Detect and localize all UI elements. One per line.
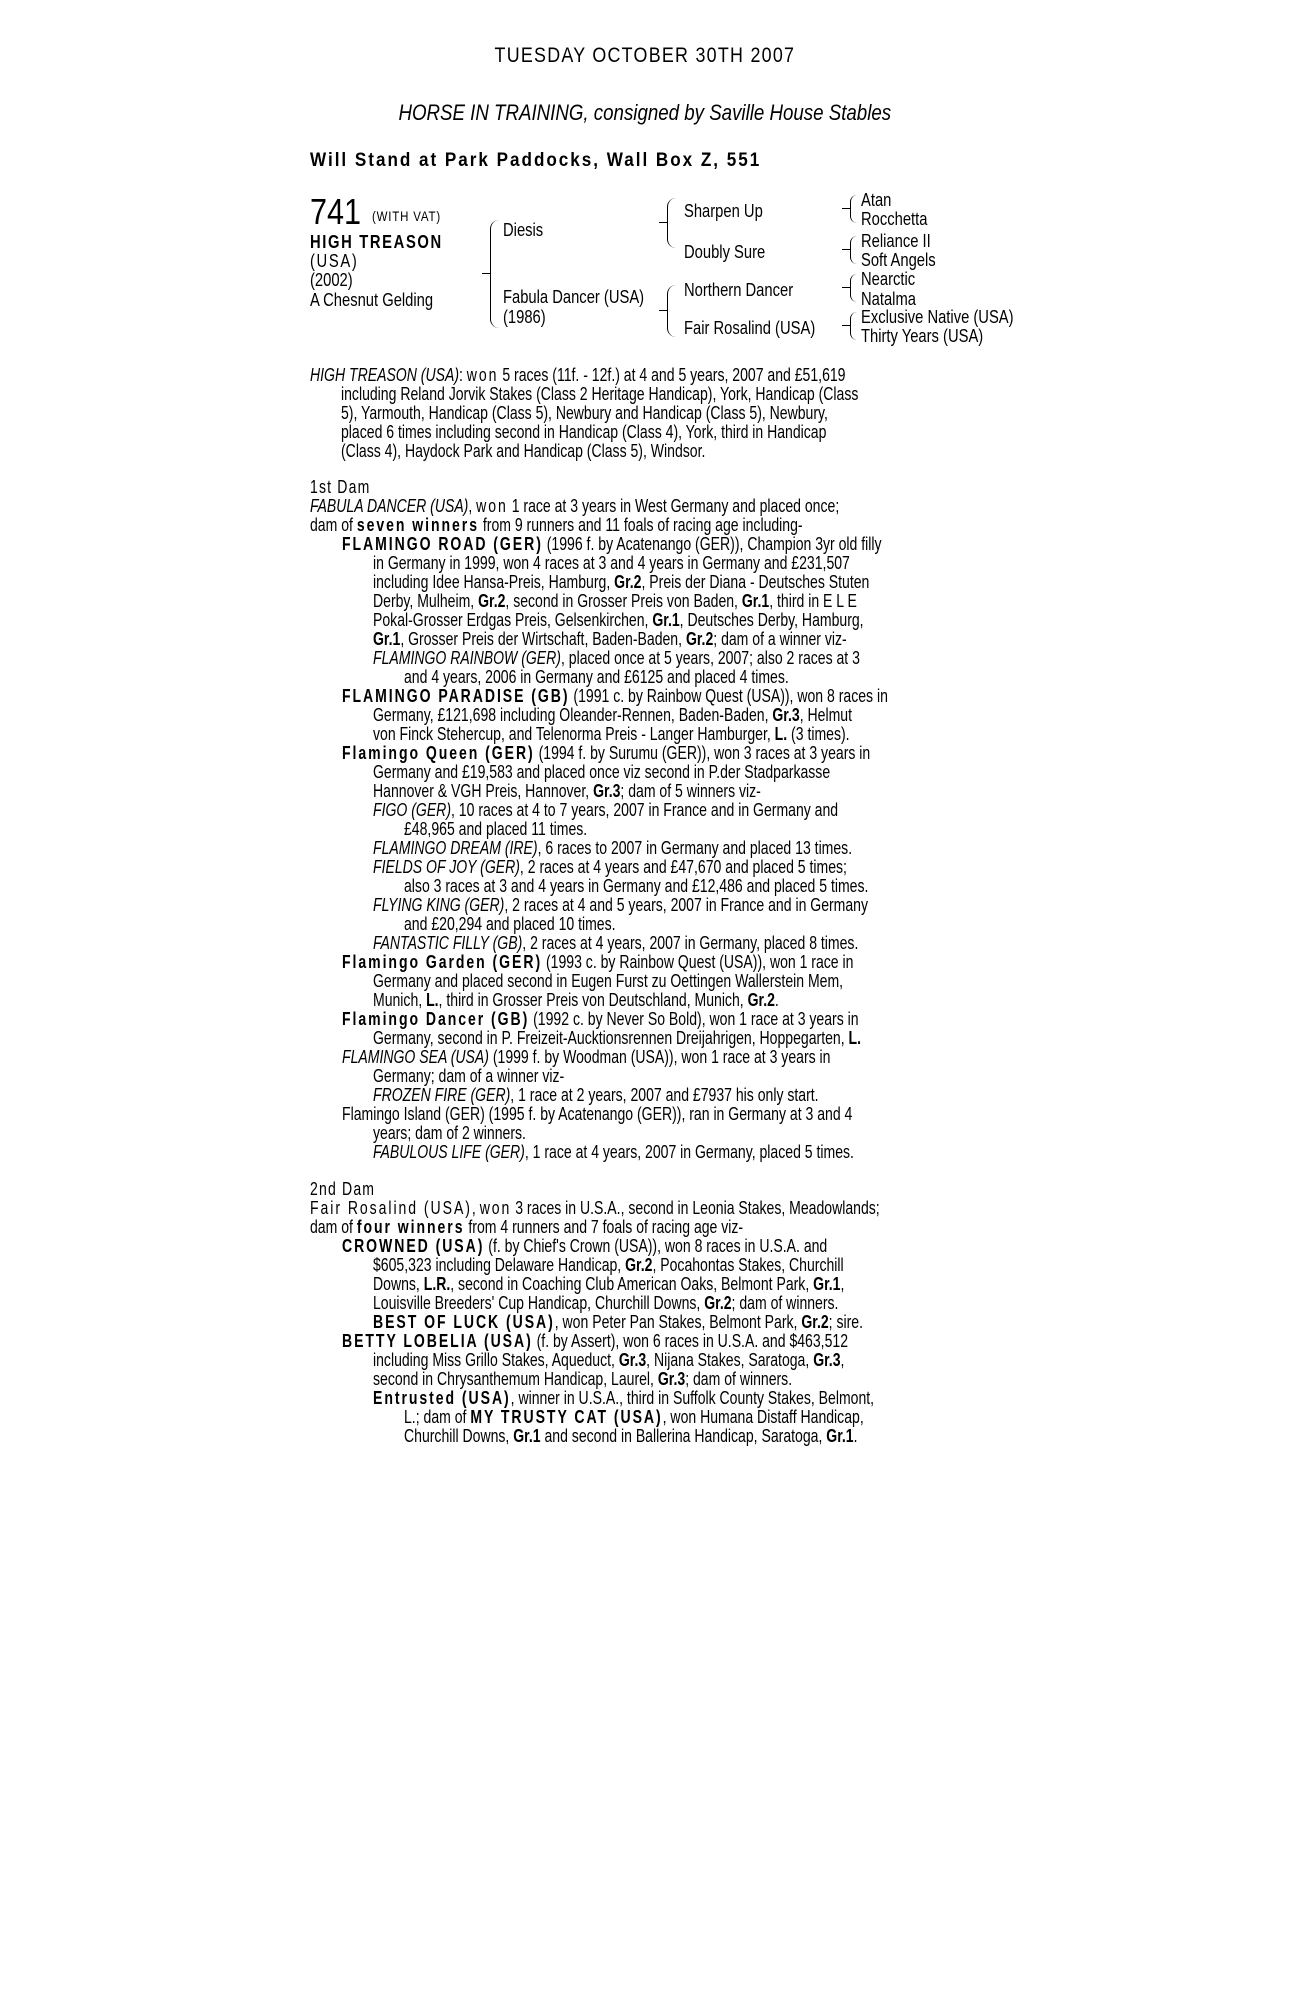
ancestor-5: Nearctic: [861, 269, 916, 289]
ancestor-7: Exclusive Native (USA): [861, 307, 1014, 327]
horse-year: (2002): [310, 270, 353, 290]
dam-year: (1986): [503, 307, 546, 327]
stand-location: Will Stand at Park Paddocks, Wall Box Z, 551: [310, 150, 762, 171]
sire-name: Diesis: [503, 220, 544, 240]
dam-brace: [667, 285, 676, 337]
g3-brace-1: [850, 195, 857, 223]
ancestor-8: Thirty Years (USA): [861, 326, 984, 346]
consignment-line: HORSE IN TRAINING, consigned by Saville House Stables: [398, 100, 892, 125]
vat-note: (WITH VAT): [372, 208, 441, 224]
sire-brace: [667, 198, 676, 248]
g3-brace-3: [850, 274, 857, 302]
ancestor-1: Atan: [861, 190, 892, 210]
produce-flamingo-sea: FLAMINGO SEA (USA) (1999 f. by Woodman (USA)), won 1 race at 3 years in: [342, 1047, 831, 1067]
dam-dam: Fair Rosalind (USA): [684, 318, 816, 338]
horse-description: A Chesnut Gelding: [310, 290, 434, 310]
ancestor-2: Rocchetta: [861, 209, 928, 229]
produce-flamingo-road: FLAMINGO ROAD (GER) (1996 f. by Acatenango (GER)), Champion 3yr old filly: [342, 534, 882, 554]
dam-name: Fabula Dancer (USA): [503, 287, 645, 307]
g3-brace-2: [850, 236, 857, 264]
lot-number: 741: [310, 191, 362, 232]
second-dam-section: 2nd Dam Fair Rosalind (USA), won 3 races in U.S.A., second in Leonia Stakes, Meadowlands; dam of four winners from 4 runners and 7 foals of racing age viz- CROWNED (USA) (f. by Chief's Crown (USA)), won 8 races in U.S.A. and $605,323 including Delaware Handicap, Gr.2, Pocahontas Stakes, Churchill Downs, L.R., second in Coaching Club American Oaks, Belmont Park, Gr.1, Louisville Breeders' Cup Handicap, Churchill Downs, Gr.2; dam of winners. BEST OF LUCK (USA), won Peter Pan Stakes, Belmont Park, Gr.2; sire. BETTY LOBELIA (USA) (f. by Assert), won 6 races in U.S.A. and $463,512 including Miss Grillo Stakes, Aqueduct, Gr.3, Nijana Stakes, Saratoga, Gr.3, second in Chrysanthemum Handicap, Laurel, Gr.3; dam of winners. Entrusted (USA), winner in U.S.A., third in Suffolk County Stakes, Belmont, L.; dam of MY TRUSTY CAT (USA), won Humana Distaff Handicap, Churchill Downs, Gr.1 and second in Ballerina Handicap, Saratoga, Gr.1.: [310, 1180, 1040, 1446]
second-dam-heading: 2nd Dam: [310, 1179, 376, 1199]
sire-dam: Doubly Sure: [684, 242, 766, 262]
produce-flamingo-island: Flamingo Island (GER) (1995 f. by Acatenango (GER)), ran in Germany at 3 and 4: [342, 1104, 853, 1124]
produce-crowned: CROWNED (USA) (f. by Chief's Crown (USA)), won 8 races in U.S.A. and: [342, 1236, 828, 1256]
produce-flamingo-dancer: Flamingo Dancer (GB) (1992 c. by Never So Bold), won 1 race at 3 years in: [342, 1009, 859, 1029]
first-dam-heading: 1st Dam: [310, 477, 371, 497]
produce-betty-lobelia: BETTY LOBELIA (USA) (f. by Assert), won 6 races in U.S.A. and $463,512: [342, 1331, 849, 1351]
dam-sire: Northern Dancer: [684, 280, 794, 300]
sire-sire: Sharpen Up: [684, 201, 763, 221]
pedigree-brace-main: [490, 220, 499, 328]
produce-flamingo-garden: Flamingo Garden (GER) (1993 c. by Rainbow Quest (USA)), won 1 race in: [342, 952, 854, 972]
g3-brace-4: [850, 312, 857, 340]
sale-date: TUESDAY OCTOBER 30TH 2007: [494, 44, 796, 67]
racing-record: HIGH TREASON (USA): won 5 races (11f. - 12f.) at 4 and 5 years, 2007 and £51,619 including Reland Jorvik Stakes (Class 2 Heritage Handicap), York, Handicap (Class 5), Yarmouth, Handicap (Class 5), Newbury and Handicap (Class 5), Newbury, placed 6 times including second in Handicap (Class 4), York, third in Handicap (Class 4), Haydock Park and Handicap (Class 5), Windsor.: [310, 365, 859, 461]
ancestor-3: Reliance II: [861, 231, 931, 251]
produce-flamingo-queen: Flamingo Queen (GER) (1994 f. by Surumu (GER)), won 3 races at 3 years in: [342, 743, 871, 763]
ancestor-4: Soft Angels: [861, 250, 936, 270]
horse-name: HIGH TREASON: [310, 232, 443, 252]
ancestor-6: Natalma: [861, 289, 916, 309]
produce-flamingo-paradise: FLAMINGO PARADISE (GB) (1991 c. by Rainbow Quest (USA)), won 8 races in: [342, 686, 888, 706]
horse-country: (USA): [310, 251, 359, 271]
first-dam-section: 1st Dam FABULA DANCER (USA), won 1 race at 3 years in West Germany and placed once; dam of seven winners from 9 runners and 11 foals of racing age including- FLAMINGO ROAD (GER) (1996 f. by Acatenango (GER)), Champion 3yr old filly in Germany in 1999, won 4 races at 3 and 4 years in Germany and £231,507 including Idee Hansa-Preis, Hamburg, Gr.2, Preis der Diana - Deutsches Stuten Derby, Mulheim, Gr.2, second in Grosser Preis von Baden, Gr.1, third in E L E Pokal-Grosser Erdgas Preis, Gelsenkirchen, Gr.1, Deutsches Derby, Hamburg, Gr.1, Grosser Preis der Wirtschaft, Baden-Baden, Gr.2; dam of a winner viz- FLAMINGO RAINBOW (GER), placed once at 5 years, 2007; also 2 races at 3 and 4 years, 2006 in Germany and £6125 and placed 4 times. FLAMINGO PARADISE (GB) (1991 c. by Rainbow Quest (USA)), won 8 races in Germany, £121,698 including Oleander-Rennen, Baden-Baden, Gr.3, Helmut von Finck Stehercup, and Telenorma Preis - Langer Hamburger, L. (3 times). Flamingo Queen (GER) (1994 f. by Surumu (GER)), won 3 races at 3 years in Germany and £19,583 and placed once viz second in P.der Stadparkasse Hannover & VGH Preis, Hannover, Gr.3; dam of 5 winners viz- FIGO (GER), 10 races at 4 to 7 years, 2007 in France and in Germany and £48,965 and placed 11 times. FLAMINGO DREAM (IRE), 6 races to 2007 in Germany and placed 13 times. FIELDS OF JOY (GER), 2 races at 4 years and £47,670 and placed 5 times; also 3 races at 3 and 4 years in Germany and £12,486 and placed 5 times. FLYING KING (GER), 2 races at 4 and 5 years, 2007 in France and in Germany and £20,294 and placed 10 times. FANTASTIC FILLY (GB), 2 races at 4 years, 2007 in Germany, placed 8 times. Flamingo Garden (GER) (1993 c. by Rainbow Quest (USA)), won 1 race in Germany and placed second in Eugen Furst zu Oettingen Wallerstein Mem, Munich, L., third in Grosser Preis von Deutschland, Munich, Gr.2. Flamingo Dancer (GB) (1992 c. by Never So Bold), won 1 race at 3 years in Germany, second in P. Freizeit-Aucktionsrennen Dreijahrigen, Hoppegarten, L. FLAMINGO SEA (USA) (1999 f. by Woodman (USA)), won 1 race at 3 years in Germany; dam of a winner viz- FROZEN FIRE (GER), 1 race at 2 years, 2007 and £7937 his only start. Flamingo Island (GER) (1995 f. by Acatenango (GER)), ran in Germany at 3 and 4 years; dam of 2 winners. FABULOUS LIFE (GER), 1 race at 4 years, 2007 in Germany, placed 5 times.: [310, 478, 1042, 1162]
